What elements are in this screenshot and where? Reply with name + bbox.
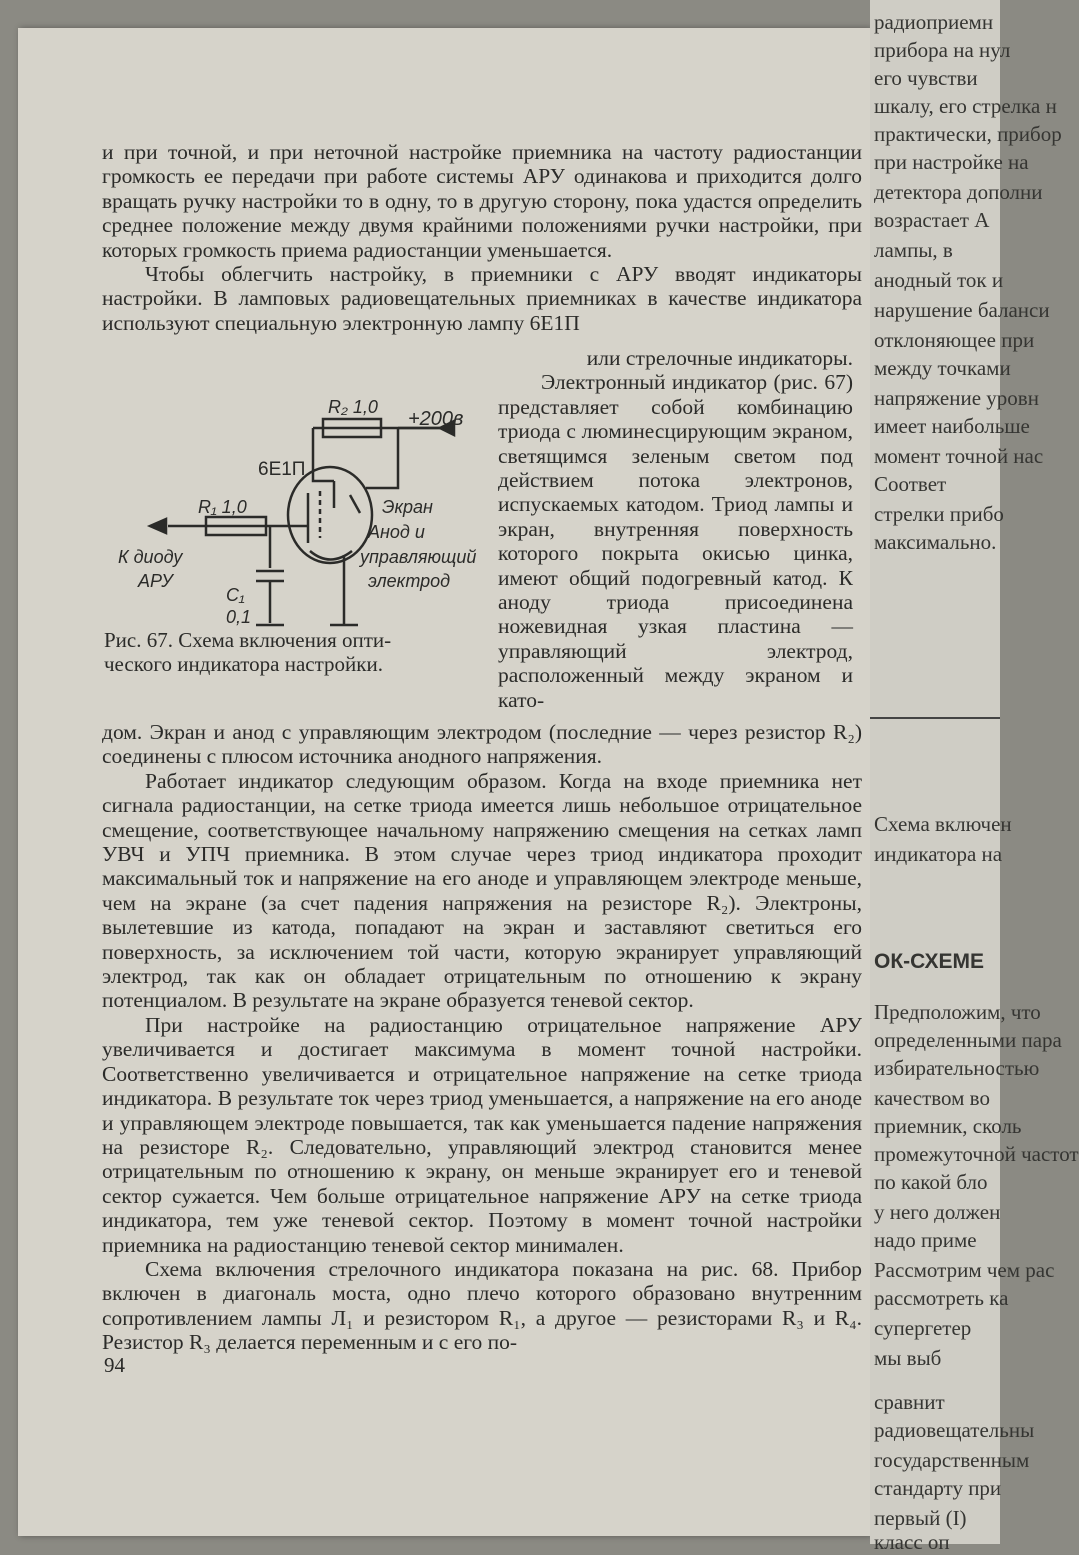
adjacent-page-fragment: индикатора на [874,842,1003,866]
adjacent-page-fragment: лампы, в [874,238,953,262]
page-number: 94 [104,1353,125,1377]
label-r2: R₂ 1,0 [328,397,378,417]
adjacent-page-fragment: надо приме [874,1228,977,1252]
adjacent-page-fragment: отклоняющее при [874,328,1035,352]
paragraph: Работает индикатор следующим образом. Когда на входе приемника нет сигнала радиостанции, на сетке триода имеется лишь небольшое отрицательное смещение, соответствующее начальному напряжению смещения на сетках ламп УВЧ и УПЧ приемника. В этом случае через триод индикатора проходит максимальный ток и напряжение на его аноде и управляющем электроде меньше, чем на экране (за счет падения напряжения на резисторе R₂). Электроны, вылетевшие из катода, попадают на экран и заставляют светиться его поверхность, за исключением той части, которую экранирует управляющий электрод, так как он обладает отрицательным по отношению к экрану потенциалом. В результате на экране образуется теневой сектор. [102,768,862,1013]
adjacent-page [870,0,1079,1554]
label-c1: C₁ [226,585,245,605]
adjacent-page-fragment: мы выб [874,1346,942,1370]
adjacent-page-fragment: возрастает А [874,208,990,232]
adjacent-page-fragment: Соответ [874,472,947,496]
schematic-drawing [98,373,498,648]
paragraph: и при точной, и при неточной настройке приемника на частоту радиостанции громкость ее передачи при работе системы АРУ одинакова и приходится долго вращать ручку настройки то в одну, то в другую сторону, пока удастся определить среднее положение между двумя крайними положениями ручки настройки, при которых громкость приема радиостанции уменьшается. [102,140,862,262]
book-page [18,28,870,1536]
label-c1-value: 0,1 [226,607,252,627]
adjacent-page-fragment: сравнит [874,1390,945,1414]
figure-caption [104,628,484,676]
adjacent-page-fragment: имеет наибольше [874,414,1030,438]
adjacent-page-fragment: стрелки прибо [874,502,1004,526]
adjacent-page-fragment: нарушение баланси [874,298,1050,322]
label-supply: +200в [408,408,464,430]
adjacent-page-fragment: Схема включен [874,812,1012,836]
adjacent-page-fragment: шкалу, его стрелка н [874,94,1057,118]
paragraph: дом. Экран и анод с управляющим электродом (последние — через резистор R₂) соединены с плюсом источника анодного напряжения. [102,720,862,769]
adjacent-page-fragment: радиовещательны [874,1418,1035,1442]
adjacent-page-fragment: анодный ток и [874,268,1004,292]
paragraph: или стрелочные индикаторы. [586,346,853,370]
label-screen: Экран [382,497,433,517]
label-anode: Анод и [368,522,425,542]
paragraph: Электронный индикатор (рис. 67) представляет собой комбинацию триода с люминесцирующим экраном, светящимся зеленым светом под действием потока электронов, испускаемых катодом. Триод лампы и экран, внутренняя поверхность которого покрыта окисью цинка, имеют общий подогревный катод. К аноду триода присоединена ножевидная узкая пластина — управляющий электрод, расположенный между экраном и като- [498,370,853,712]
adjacent-page-fragment: его чувстви [874,66,978,90]
adjacent-page-fragment: у него должен [874,1200,1001,1224]
label-control-2: электрод [368,571,451,591]
adjacent-page-fragment: класс оп [874,1530,950,1554]
adjacent-page-fragment: супергетер [874,1316,972,1340]
adjacent-page-fragment: напряжение уровн [874,386,1039,410]
adjacent-page-fragment: первый (I) [874,1506,967,1530]
adjacent-page-fragment: между точками [874,356,1011,380]
adjacent-page-fragment: максимально. [874,530,997,554]
adjacent-page-fragment: стандарту при [874,1476,1002,1500]
circuit-schematic [98,373,498,648]
label-control-1: управляющий [360,547,477,567]
adjacent-page-fragment: приемник, сколь [874,1114,1022,1138]
paragraph: Схема включения стрелочного индикатора показана на рис. 68. Прибор включен в диагональ моста, одно плечо которого образовано внутренним сопротивлением лампы Л₁ и резистором R₁, а другое — резисторами R₃ и R₄. Резистор R₃ делается переменным и с его по- [102,1256,862,1355]
label-r1: R₁ 1,0 [198,497,247,517]
adjacent-page-fragment: ОК-СХЕМЕ [874,950,985,973]
adjacent-page-fragment: государственным [874,1448,1030,1472]
label-tube: 6Е1П [258,459,306,480]
adjacent-page-fragment: практически, прибор [874,122,1062,146]
adjacent-page-fragment: момент точной нас [874,444,1044,468]
adjacent-page-fragment: прибора на нул [874,38,1011,62]
label-to-diode-2: АРУ [138,571,173,591]
adjacent-page-fragment: определенными пара [874,1028,1062,1052]
label-to-diode-1: К диоду [118,547,183,567]
adjacent-page-fragment: промежуточной частот [874,1142,1079,1166]
adjacent-page-fragment: избирательностью [874,1056,1040,1080]
caption-line: Рис. 67. Схема включения опти- [104,628,392,652]
adjacent-page-fragment: детектора дополни [874,180,1043,204]
side-column-text [498,346,853,712]
adjacent-page-fragment: радиоприемн [874,10,994,34]
paragraph: Чтобы облегчить настройку, в приемники с АРУ вводят индикаторы настройки. В ламповых радиовещательных приемниках в качестве индикатора используют специальную электронную лампу 6Е1П [102,262,862,335]
main-text-top [102,140,862,335]
paragraph: При настройке на радиостанцию отрицательное напряжение АРУ увеличивается и достигает максимума в момент точной настройки. Соответственно увеличивается и отрицательное напряжение на сетке триода индикатора. В результате ток через триод уменьшается, а напряжение на его аноде и управляющем электроде повышается, так как уменьшается падение напряжения на резисторе R₂. Следовательно, управляющий электрод становится менее отрицательным по отношению к экрану, он меньше экранирует его и теневой сектор сужается. Чем больше отрицательное напряжение АРУ на сетке триода индикатора, тем уже теневой сектор. Поэтому в момент точной настройки приемника на радиостанцию теневой сектор минимален. [102,1012,862,1257]
adjacent-page-fragment: Рассмотрим чем рас [874,1258,1055,1282]
adjacent-page-fragment: Предположим, что [874,1000,1041,1024]
adjacent-page-fragment: при настройке на [874,150,1029,174]
main-text-bottom [102,720,862,1355]
divider [870,717,1000,719]
adjacent-page-fragment: качеством во [874,1086,990,1110]
adjacent-page-fragment: по какой бло [874,1170,988,1194]
adjacent-page-fragment: рассмотреть ка [874,1286,1009,1310]
caption-line: ческого индикатора настройки. [104,652,383,676]
